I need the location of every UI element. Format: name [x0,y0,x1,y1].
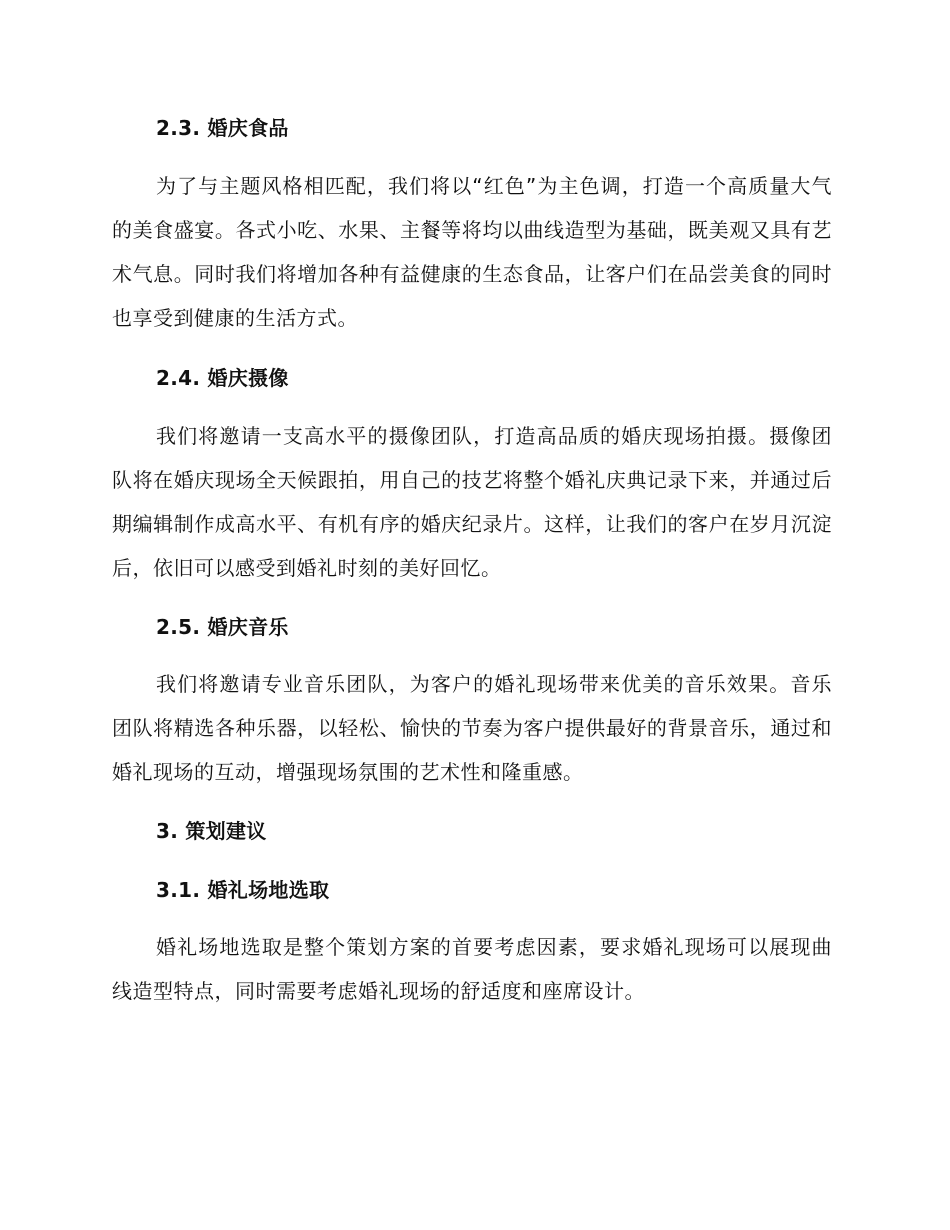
section-paragraph-3-1: 婚礼场地选取是整个策划方案的首要考虑因素，要求婚礼现场可以展现曲线造型特点，同时需要考虑婚礼现场的舒适度和座席设计。 [112,935,832,1003]
section-paragraph-2-4: 我们将邀请一支高水平的摄像团队，打造高品质的婚庆现场拍摄。摄像团队将在婚庆现场全天候跟拍，用自己的技艺将整个婚礼庆典记录下来，并通过后期编辑制作成高水平、有机有序的婚庆纪录片。这样，让我们的客户在岁月沉淀后，依旧可以感受到婚礼时刻的美好回忆。 [112,424,832,580]
section-heading-2-5: 2.5. 婚庆音乐 [156,615,289,639]
section-heading-3-1: 3.1. 婚礼场地选取 [156,878,330,902]
section-paragraph-2-3: 为了与主题风格相匹配，我们将以“红色”为主色调，打造一个高质量大气的美食盛宴。各式小吃、水果、主餐等将均以曲线造型为基础，既美观又具有艺术气息。同时我们将增加各种有益健康的生态食品，让客户们在品尝美食的同时也享受到健康的生活方式。 [112,174,832,330]
section-paragraph-2-5: 我们将邀请专业音乐团队，为客户的婚礼现场带来优美的音乐效果。音乐团队将精选各种乐器，以轻松、愉快的节奏为客户提供最好的背景音乐，通过和婚礼现场的互动，增强现场氛围的艺术性和隆重感。 [112,672,832,784]
section-heading-2-3: 2.3. 婚庆食品 [156,116,289,140]
section-heading-3: 3. 策划建议 [156,819,267,843]
section-heading-2-4: 2.4. 婚庆摄像 [156,366,289,390]
